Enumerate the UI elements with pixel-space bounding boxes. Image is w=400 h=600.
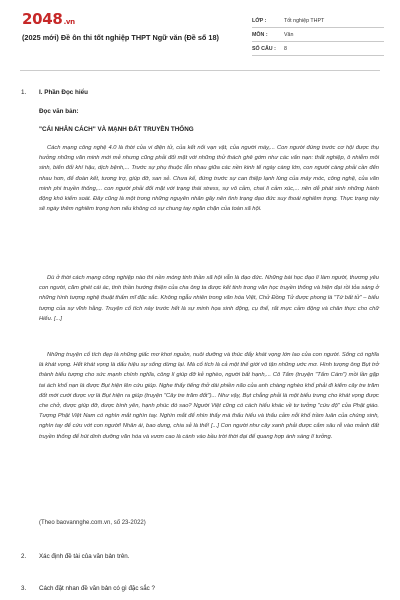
passage-paragraph-1: Cách mạng công nghệ 4.0 là thời của vi điện tử, của kết nối vạn vật, của người máy,... Con người đứng trước cơ hội được thụ hưởng những văn minh mới mẻ nhưng cũng phải đối mặt với những thử thách ghê gớm như các vấn nạn: thất nghiệp, ô nhiễm môi sinh, biến đổi khí hậu, dịch bệnh,... Trước sự phụ thuộc lẫn nhau giữa các nền kinh tế ngày càng lớn, con người càng phải cần đến nhau hơn, để đoàn kết, tương trợ, giúp đỡ, san sẻ. Chưa kể, đứng trước sự can thiệp lạnh lùng của máy móc, công nghệ, của văn minh phi truyền thống,... con người phải đối mặt với trạng thái stress, sự vô cảm, chai lì cảm xúc,... nên dễ phát sinh những hành động khó kiểm soát. Đây cũng là một trong những nguyên nhân gây nên tình trạng đạo đức suy thoái nghiêm trọng. Thực trạng này sẽ ngày thêm nghiêm trọng hơn nếu không có sự chung tay ngăn chặn của toàn xã hội.	[39, 145, 379, 213]
question-3	[21, 585, 155, 592]
document-title: (2025 mới) Đề ôn thi tốt nghiệp THPT Ngữ văn (Đề số 18)	[22, 33, 219, 42]
info-value: Văn	[284, 31, 294, 38]
info-row-question-count	[252, 42, 384, 56]
logo-text: 2048	[22, 10, 63, 28]
passage-paragraph-2: Dù ở thời cách mạng công nghiệp nào thì nền móng tinh thần xã hội vẫn là đạo đức. Những bài học đạo lí làm người, thương yêu con người, căm ghét cái ác, tinh thần hướng thiện của cha ông ta được kết tinh trong văn học truyền thống và hiện đại rồi tỏa sáng ở những hình tượng nghệ thuật thẩm mĩ đặc sắc. Không ngẫu nhiên trong văn hóa Việt, Chử Đồng Tử được phong là "Tứ bất tử" – biểu tượng của sự vĩnh hằng. Truyện cổ tích này trước hết là sự minh họa sinh động, cụ thể, rất mực cảm động và chân thực cho chữ Hiếu. [...]	[39, 275, 379, 322]
passage-title: "CÁI NHÂN CÁCH" VÀ MẠNH ĐẤT TRUYỀN THỐNG	[39, 126, 194, 133]
section-title: I. Phần Đọc hiểu	[39, 89, 88, 96]
site-logo[interactable]	[22, 10, 75, 28]
section-heading	[21, 89, 88, 96]
question-number: 2.	[21, 553, 27, 560]
section-number: 1.	[21, 89, 27, 96]
passage-source: (Theo baovannghe.com.vn, số 23-2022)	[39, 520, 146, 526]
header-divider	[20, 70, 380, 71]
exam-info-table	[252, 14, 384, 56]
passage-paragraph-3: Những truyện cổ tích đẹp là những giấc mơ khơi nguồn, nuôi dưỡng và thúc đẩy khát vọng lớn lao của con người. Sống có nghĩa là khát vọng. Hết khát vọng là dấu hiệu sự sống dừng lại. Mà cổ tích là cả một thế giới vô tận những ước mơ. Hình tượng ông Bụt trở thành biểu tượng cho sức mạnh chính nghĩa, công lí giúp đỡ kẻ nghèo, người bất hạnh,... Cô Tấm (truyện "Tấm Cám") mồi lần gặp tai ách khổ nạn là được Bụt hiện lên cứu giúp. Nghe thấy tiếng thở dài phiền não của anh chàng nghèo khổ phải đi kiếm cây tre trăm đốt mới cưới được vợ là Bụt hiện ra giúp (truyện "Cây tre trăm đốt")... Như vậy, Bụt chẳng phải là một biểu trưng cho khát vọng được che chở, được giúp đỡ, được bình yên, hạnh phúc đó sao? Người Việt cũng có cách hiểu khác về tư tưởng "cứu độ" của Phật giáo. Tượng Phật Việt Nam có nghìn mắt nghìn tay. Nghìn mắt để nhìn thấy mà thấu hiểu và thấu cảm nỗi khổ trầm luân của chúng sinh, nghìn tay để cứu vớt con người! Nhân ái, bao dung, chia sẻ là thế! [...] Con người như cây xanh phải được cắm sâu rễ vào mảnh đất truyền thống để hút dinh dưỡng văn hóa và vươn cao là cành vào bầu trời thời đại để quang hợp ánh sáng lí tưởng.	[39, 352, 379, 440]
info-key: MÔN :	[252, 31, 268, 38]
info-row-subject	[252, 28, 384, 42]
reading-label: Đọc văn bản:	[39, 108, 79, 115]
info-row-class	[252, 14, 384, 28]
question-text: Xác định đề tài của văn bản trên.	[39, 553, 130, 560]
page-header	[0, 0, 400, 64]
info-value: 8	[284, 45, 287, 52]
info-value: Tốt nghiệp THPT	[284, 17, 325, 24]
info-key: LỚP :	[252, 17, 267, 24]
question-2	[21, 553, 129, 560]
question-number: 3.	[21, 585, 27, 592]
question-text: Cách đặt nhan đề văn bản có gì đặc sắc ?	[39, 585, 155, 592]
info-key: SỐ CÂU :	[252, 45, 276, 52]
logo-tld: .vn	[63, 18, 75, 26]
